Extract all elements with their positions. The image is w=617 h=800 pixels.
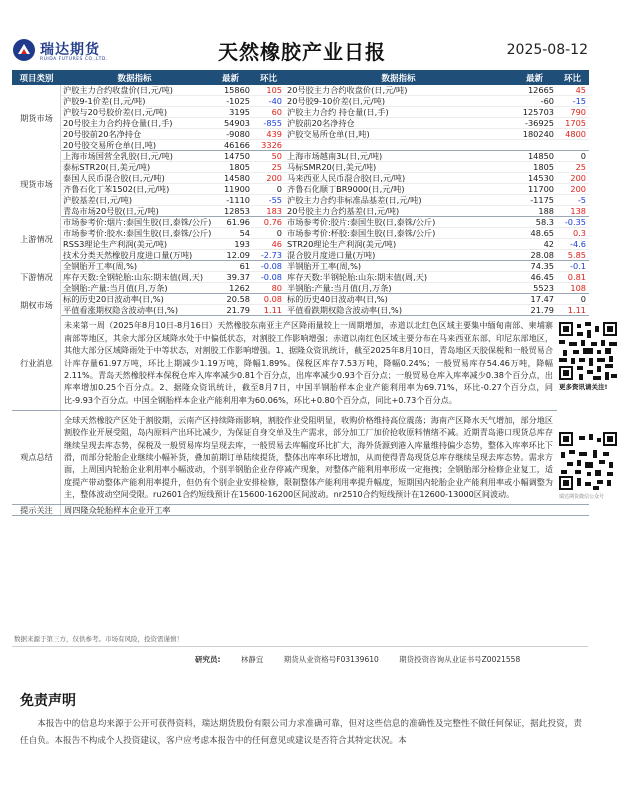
change-left: 50 (253, 151, 285, 162)
value-right: -60 (513, 96, 557, 107)
change-right: 200 (557, 173, 589, 184)
change-right: -0.1 (557, 261, 589, 272)
table-row (13, 85, 589, 96)
value-left: 46166 (209, 140, 253, 151)
indicator-right: 半钢胎开工率(周,%) (285, 261, 513, 272)
indicator-left: 20号胶主力合约持仓量(日,手) (61, 118, 209, 129)
indicator-left: 沪胶主力合约收盘价(日,元/吨) (61, 85, 209, 96)
indicator-right: STR20理论生产利润(美元/吨) (285, 239, 513, 250)
value-right: 188 (513, 206, 557, 217)
table-row (13, 228, 589, 239)
change-left: -55 (253, 195, 285, 206)
researcher-name: 林静宜 (240, 655, 264, 664)
header-latest-right: 最新 (513, 71, 557, 85)
change-left: 200 (253, 173, 285, 184)
indicator-right: 标的历史40日波动率(日,%) (285, 294, 513, 305)
indicator-left: 齐鲁石化丁苯1502(日,元/吨) (61, 184, 209, 195)
advisor-license-number: 期货投资咨询从业证书号Z0021558 (399, 655, 521, 664)
indicator-right: 上海市场越南3L(日,元/吨) (285, 151, 513, 162)
value-left: -1110 (209, 195, 253, 206)
footer-divider (12, 646, 588, 647)
value-left: 1805 (209, 162, 253, 173)
change-right: 1705 (557, 118, 589, 129)
indicator-left: 市场参考价:胶水:泰国生胶(日,泰铢/公斤) (61, 228, 209, 239)
change-right: -5 (557, 195, 589, 206)
indicator-left: 上海市场国营全乳胶(日,元/吨) (61, 151, 209, 162)
change-left: 3326 (253, 140, 285, 151)
header-change: 环比 (253, 71, 285, 85)
indicator-right: 马来西亚人民币混合胶(日,元/吨) (285, 173, 513, 184)
change-left: -0.08 (253, 261, 285, 272)
change-left: -0.08 (253, 272, 285, 283)
table-row (13, 305, 589, 316)
category-cell: 下游情况 (13, 261, 61, 294)
change-right: -15 (557, 96, 589, 107)
disclaimer-body: 本报告中的信息均来源于公开可获得资料，瑞达期货股份有限公司力求准确可靠，但对这些信息的准确性及完整性不做任何保证，据此投资，责任自负。本报告不构成个人投资建议，客户应考虑本报告中的任何意见或建议是否符合其特定状况。本 (20, 719, 582, 746)
change-right: 4800 (557, 129, 589, 140)
indicator-left: 沪胶与20号胶价差(日,元/吨) (61, 107, 209, 118)
indicator-right (285, 140, 513, 151)
change-right: 0 (557, 151, 589, 162)
change-left: 0 (253, 228, 285, 239)
company-logo (12, 36, 122, 66)
table-row (13, 118, 589, 129)
data-source-note: 数据来源于第三方，仅供参考。市场有风险，投资需谨慎！ (14, 635, 183, 643)
value-right: 46.45 (513, 272, 557, 283)
tip-row (13, 505, 589, 516)
value-right: -36925 (513, 118, 557, 129)
indicator-right: 20号胶主力合约基差(日,元/吨) (285, 206, 513, 217)
indicator-right: 沪胶交易所仓单(日,吨) (285, 129, 513, 140)
value-right: 58.3 (513, 217, 557, 228)
view-row (13, 410, 589, 505)
change-right: 1.11 (557, 305, 589, 316)
category-cell: 观点总结 (13, 410, 61, 505)
report-header (12, 36, 588, 66)
qr-code-icon (559, 322, 617, 380)
value-left: 12853 (209, 206, 253, 217)
table-row (13, 283, 589, 294)
indicator-left: 库存天数:全钢轮胎:山东:期末值(周,天) (61, 272, 209, 283)
tip-text: 周四隆众轮胎样本企业开工率 (61, 505, 589, 516)
header-indicator-right: 数据指标 (285, 71, 513, 85)
indicator-left: 市场参考价:烟片:泰国生胶(日,泰铢/公斤) (61, 217, 209, 228)
indicator-left: 20号胶交易所仓单(日,吨) (61, 140, 209, 151)
value-right (513, 140, 557, 151)
indicator-left: 20号胶前20名净持仓 (61, 129, 209, 140)
value-right: 14850 (513, 151, 557, 162)
value-left: 11900 (209, 184, 253, 195)
change-right: 108 (557, 283, 589, 294)
change-left: 0.08 (253, 294, 285, 305)
indicator-left: 全钢胎开工率(周,%) (61, 261, 209, 272)
change-right: 5.85 (557, 250, 589, 261)
indicator-right: 市场参考价:胶片:泰国生胶(日,泰铢/公斤) (285, 217, 513, 228)
change-right: 200 (557, 184, 589, 195)
table-row (13, 96, 589, 107)
value-right: 1805 (513, 162, 557, 173)
indicator-left: 沪胶基差(日,元/吨) (61, 195, 209, 206)
table-row (13, 173, 589, 184)
indicator-right: 齐鲁石化顺丁BR9000(日,元/吨) (285, 184, 513, 195)
change-right: 0 (557, 294, 589, 305)
value-right: 5523 (513, 283, 557, 294)
value-left: 39.37 (209, 272, 253, 283)
indicator-left: 青岛市场20号胶(日,元/吨) (61, 206, 209, 217)
category-cell: 提示关注 (13, 505, 61, 516)
value-right: 42 (513, 239, 557, 250)
disclaimer-title: 免责声明 (20, 693, 76, 709)
researcher-info (195, 654, 538, 665)
data-table (12, 70, 608, 516)
logo-icon (12, 38, 36, 62)
change-left: 80 (253, 283, 285, 294)
header-latest: 最新 (209, 71, 253, 85)
value-left: -9080 (209, 129, 253, 140)
indicator-right: 库存天数:半钢轮胎:山东:期末值(周,天) (285, 272, 513, 283)
change-left: 105 (253, 85, 285, 96)
header-category: 项目类别 (13, 71, 61, 85)
table-header-row (13, 71, 589, 85)
license-number: 期货从业资格号F03139610 (283, 655, 379, 664)
qr-caption-small: 瑞达期货微信公众号 (559, 494, 605, 500)
indicator-right: 沪胶主力合约 持仓量(日,手) (285, 107, 513, 118)
indicator-right: 平值看跌期权隐含波动率(日,%) (285, 305, 513, 316)
category-cell: 期货市场 (13, 85, 61, 151)
change-right: 138 (557, 206, 589, 217)
change-right: -4.6 (557, 239, 589, 250)
value-left: 14750 (209, 151, 253, 162)
table-row (13, 129, 589, 140)
researcher-label: 研究员: (195, 655, 221, 664)
table-row (13, 140, 589, 151)
table-row (13, 184, 589, 195)
value-left: 20.58 (209, 294, 253, 305)
news-row (13, 316, 589, 411)
indicator-right: 20号胶主力合约收盘价(日,元/吨) (285, 85, 513, 96)
indicator-left: 泰标STR20(日,美元/吨) (61, 162, 209, 173)
qr-code-icon (559, 432, 617, 490)
change-left: 439 (253, 129, 285, 140)
category-cell: 现货市场 (13, 151, 61, 217)
change-left: 60 (253, 107, 285, 118)
change-left: 25 (253, 162, 285, 173)
indicator-left: 平值看涨期权隐含波动率(日,%) (61, 305, 209, 316)
indicator-right: 马标SMR20(日,美元/吨) (285, 162, 513, 173)
table-row (13, 261, 589, 272)
logo-text: 瑞达期货 (40, 42, 100, 58)
change-left: 0 (253, 184, 285, 195)
value-right: 21.79 (513, 305, 557, 316)
indicator-right: 混合胶月度进口量(万吨) (285, 250, 513, 261)
value-left: 3195 (209, 107, 253, 118)
logo-subtext: RUIDA FUTURES CO.,LTD. (40, 57, 108, 62)
indicator-left: 技术分类天然橡胶月度进口量(万吨) (61, 250, 209, 261)
indicator-right: 沪胶前20名净持仓 (285, 118, 513, 129)
change-left: -855 (253, 118, 285, 129)
change-left: -40 (253, 96, 285, 107)
value-right: 28.08 (513, 250, 557, 261)
header-indicator: 数据指标 (61, 71, 209, 85)
change-right: 25 (557, 162, 589, 173)
change-right: -0.35 (557, 217, 589, 228)
value-left: 14580 (209, 173, 253, 184)
change-left: 1.11 (253, 305, 285, 316)
qr-code-block (557, 316, 608, 505)
indicator-left: 标的历史20日波动率(日,%) (61, 294, 209, 305)
indicator-right: 20号胶9-10价差(日,元/吨) (285, 96, 513, 107)
table-row (13, 195, 589, 206)
indicator-left: 泰国人民币混合胶(日,元/吨) (61, 173, 209, 184)
report-date: 2025-08-12 (506, 42, 588, 58)
qr-caption: 更多资讯请关注! (559, 383, 608, 391)
value-right: 180240 (513, 129, 557, 140)
value-left: 193 (209, 239, 253, 250)
table-row (13, 206, 589, 217)
change-left: -2.73 (253, 250, 285, 261)
category-cell: 行业消息 (13, 316, 61, 411)
value-right: 48.65 (513, 228, 557, 239)
value-right: 14530 (513, 173, 557, 184)
category-cell: 上游情况 (13, 217, 61, 261)
indicator-right: 沪胶主力合约非标准品基差(日,元/吨) (285, 195, 513, 206)
value-right: -1175 (513, 195, 557, 206)
value-left: 1262 (209, 283, 253, 294)
value-left: 54903 (209, 118, 253, 129)
indicator-right: 半钢胎:产量:当月值(月,万条) (285, 283, 513, 294)
change-right: 0.81 (557, 272, 589, 283)
value-left: 61 (209, 261, 253, 272)
change-left: 46 (253, 239, 285, 250)
view-summary-text: 全球天然橡胶产区处于割胶期，云南产区持续降雨影响，割胶作业受阻明显，收购价格维持高位震荡；海南产区降水天气增加，部分地区割胶作业开展受阻，岛内原料产出环比减少，为保证自身交单及生产需求，部分加工厂加价抢收原料情绪不减。近期青岛港口现货总库存继续呈现去库态势，保税及一般贸易库均呈现去库，一般贸易去库幅度环比扩大，海外货源到港入库量维持偏少态势，整体入库率环比下滑，而部分轮胎企业继续小幅补货，叠加前期订单陆续提货，整体出库率环比增加，从而使得青岛现货总库存继续呈现去库态势。需求方面，上周国内轮胎企业利用率小幅波动，个别半钢胎企业存停减产现象，对整体产能利用率形成一定拖拽；全钢胎部分检修企业复工，适度提产带动整体产能利用率提升，但仍有个别企业安排检修，限制整体产能利用率提升幅度，短期国内轮胎企业产能利用率或小幅调整为主，整体波动空间受限。ru2601合约短线预计在15600-16200区间波动。nr2510合约短线预计在12600-13000区间波动。 (61, 410, 557, 505)
change-right (557, 140, 589, 151)
value-left: 54 (209, 228, 253, 239)
category-cell: 期权市场 (13, 294, 61, 316)
value-right: 12665 (513, 85, 557, 96)
table-row (13, 239, 589, 250)
industry-news-text: 未来第一周（2025年8月10日-8月16日）天然橡胶东南亚主产区降雨量较上一周期增加，赤道以北红色区域主要集中缅甸南部、柬埔寨南部等地区，其余大部分区域降水处于中偏低状态，对割胶工作影响增强；赤道以南红色区域主要分布在马来西亚东部、印尼东部地区，其他大部分区域降雨处于中等状态，对割胶工作影响增强。1、据隆众资讯统计，截至2025年8月10日，青岛地区天胶保税和一般贸易合计库存量61.97万吨，环比上期减少1.19万吨，降幅1.89%。保税区库存7.53万吨，降幅0.24%；一般贸易库存54.46万吨，降幅2.11%。青岛天然橡胶样本保税仓库入库率减少0.81个百分点，出库率减少0.93个百分点；一般贸易仓库入库率减少0.38个百分点，出库率增加0.25个百分点。2、据隆众资讯统计，截至8月7日，中国半钢胎样本企业产能利用率为69.71%，环比-0.27个百分点，同比-9.93个百分点。中国全钢胎样本企业产能利用率为60.06%，环比+0.80个百分点，同比+0.73个百分点。 (61, 316, 557, 411)
table-row (13, 151, 589, 162)
value-right: 125703 (513, 107, 557, 118)
value-left: -1025 (209, 96, 253, 107)
change-right: 0.3 (557, 228, 589, 239)
table-row (13, 294, 589, 305)
value-right: 74.35 (513, 261, 557, 272)
change-right: 790 (557, 107, 589, 118)
indicator-left: RSS3理论生产利润(美元/吨) (61, 239, 209, 250)
change-right: 45 (557, 85, 589, 96)
value-right: 11700 (513, 184, 557, 195)
table-row (13, 272, 589, 283)
change-left: 183 (253, 206, 285, 217)
header-change-right: 环比 (557, 71, 589, 85)
table-row (13, 217, 589, 228)
indicator-left: 沪胶9-1价差(日,元/吨) (61, 96, 209, 107)
report-title: 天然橡胶产业日报 (218, 40, 386, 64)
table-row (13, 107, 589, 118)
value-left: 21.79 (209, 305, 253, 316)
table-row (13, 162, 589, 173)
change-left: 0.76 (253, 217, 285, 228)
table-row (13, 250, 589, 261)
value-left: 12.09 (209, 250, 253, 261)
value-right: 17.47 (513, 294, 557, 305)
value-left: 15860 (209, 85, 253, 96)
value-left: 61.96 (209, 217, 253, 228)
indicator-left: 全钢胎:产量:当月值(月,万条) (61, 283, 209, 294)
indicator-right: 市场参考价:杯胶:泰国生胶(日,泰铢/公斤) (285, 228, 513, 239)
